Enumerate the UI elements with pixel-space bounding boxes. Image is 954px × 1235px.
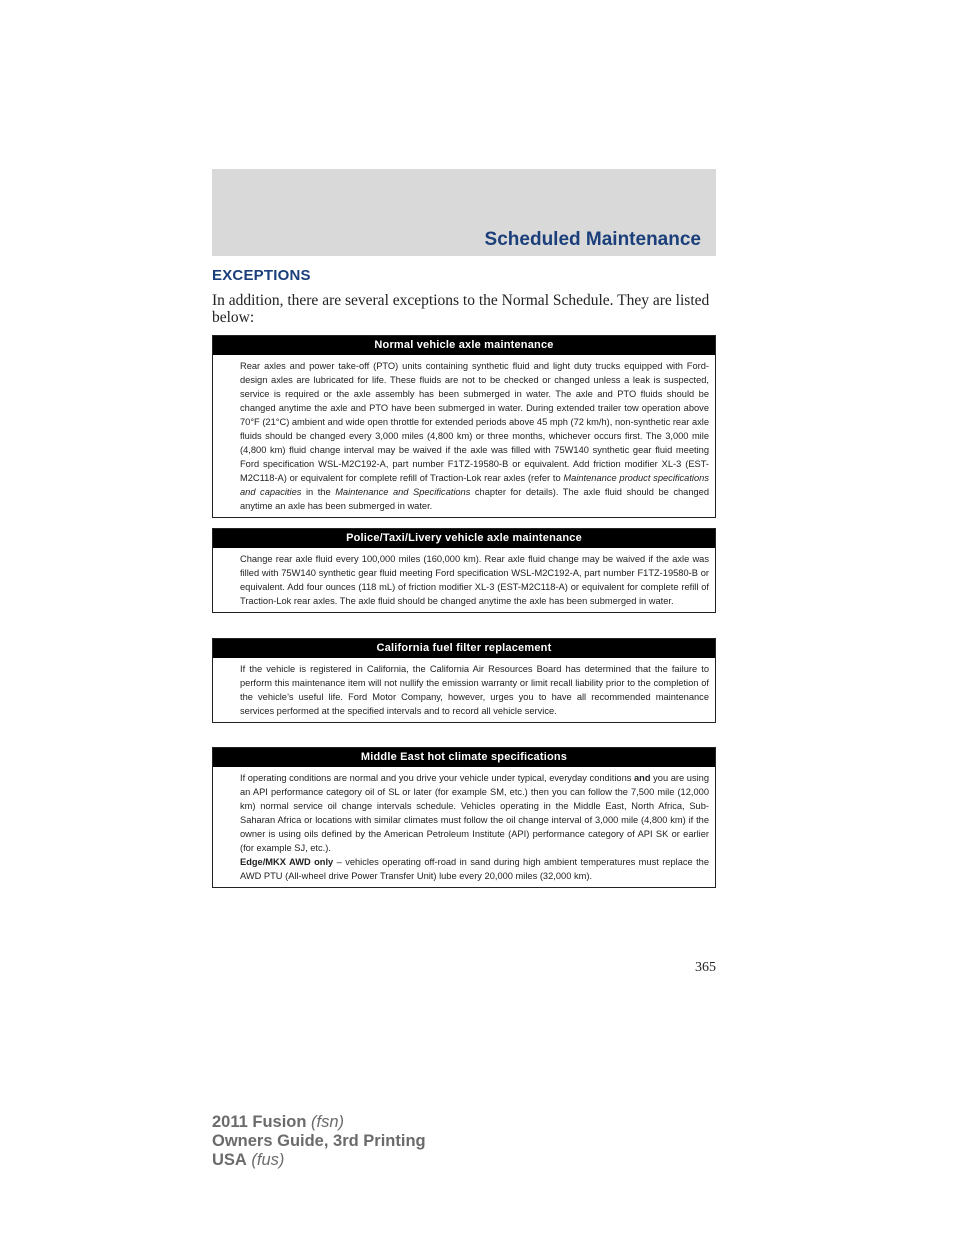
california-fuel-filter-box [212,638,716,723]
footer-model: 2011 Fusion [212,1113,307,1131]
chapter-title: Scheduled Maintenance [484,229,701,250]
emphasis: and [634,773,651,783]
cross-reference: Maintenance and Specifications [335,487,471,497]
box-text: Change rear axle fluid every 100,000 miles (160,000 km). Rear axle fluid change may be waived if the axle was filled with 75W140 synthetic gear fluid meeting Ford specification WSL-M2C192-A, part number F1TZ-19580-B or equivalent. Add four ounces (118 mL) of friction modifier XL-3 (EST-M2C118-A) or equivalent for complete refill of Traction-Lok rear axles. The axle fluid should be changed anytime the axle has been submerged in water. [240,554,709,606]
text-segment: Rear axles and power take-off (PTO) units containing synthetic fluid and light duty trucks equipped with Ford-design axles are lubricated for life. These fluids are not to be checked or changed unless a leak is suspected, service is required or the axle assembly has been submerged in water. The axle and PTO fluids should be changed anytime the axle and PTO have been submerged in water. During extended trailer tow operation above 70°F (21°C) ambient and wide open throttle for extended periods above 45 mph (72 km/h), non-synthetic rear axle fluids should be changed every 3,000 miles (4,800 km) or three months, whichever occurs first. The 3,000 mile (4,800 km) fluid change interval may be waived if the axle was filled with 75W140 synthetic gear fluid meeting Ford specification WSL-M2C192-A, part number F1TZ-19580-B or equivalent. Add friction modifier XL-3 (EST-M2C118-A) or equivalent for complete refill of Traction-Lok rear axles (refer to [240,361,709,483]
footer-market: USA [212,1151,247,1169]
box-body [213,548,715,612]
police-taxi-axle-maintenance-box [212,528,716,613]
page-number: 365 [695,960,716,975]
edge-mkx-label: Edge/MKX AWD only [240,857,334,867]
text-segment: in the [301,487,336,497]
normal-axle-maintenance-box [212,335,716,518]
box-text [240,771,709,855]
box-title: Middle East hot climate specifications [213,748,715,767]
print-footer [212,1113,426,1170]
footer-code: (fus) [246,1151,285,1169]
text-segment: If operating conditions are normal and you drive your vehicle under typical, everyday conditions [240,773,635,783]
section-heading: EXCEPTIONS [212,267,311,284]
box-text [240,855,709,883]
middle-east-climate-box [212,747,716,888]
box-text [240,359,709,513]
intro-paragraph: In addition, there are several exceptions to the Normal Schedule. They are listed below: [212,292,710,326]
text-segment: – vehicles operating off-road in sand during high ambient temperatures must replace the AWD PTU (All-wheel drive Power Transfer Unit) lube every 20,000 miles (32,000 km). [240,857,710,881]
cross-reference: Maintenance product specifications and capacities [240,473,709,497]
box-body [213,767,715,887]
box-title: Police/Taxi/Livery vehicle axle maintenance [213,529,715,548]
text-segment: chapter for details). The axle fluid should be changed anytime an axle has been submerged in water. [240,487,709,511]
text-segment: you are using an API performance category oil of SL or later (for example SM, etc.) then you can follow the 7,500 mile (12,000 km) normal service oil change intervals schedule. Vehicles operating in the Middle East, North Africa, Sub-Saharan Africa or locations with similar climates must follow the oil change interval of 3,000 mile (4,800 km) if the owner is using oils defined by the American Petroleum Institute (API) performance category of API SK or earlier (for example SJ, etc.). [240,773,709,853]
header-band [212,169,716,256]
box-body [213,658,715,722]
box-title: California fuel filter replacement [213,639,715,658]
footer-printing: Owners Guide, 3rd Printing [212,1132,426,1150]
box-title: Normal vehicle axle maintenance [213,336,715,355]
box-text: If the vehicle is registered in California, the California Air Resources Board has determined that the failure to perform this maintenance item will not nullify the emission warranty or limit recall liability prior to the completion of the vehicle’s useful life. Ford Motor Company, however, urges you to have all recommended maintenance services performed at the specified intervals and to record all vehicle service. [240,664,709,716]
box-body [213,355,715,517]
footer-code: (fsn) [306,1113,345,1131]
